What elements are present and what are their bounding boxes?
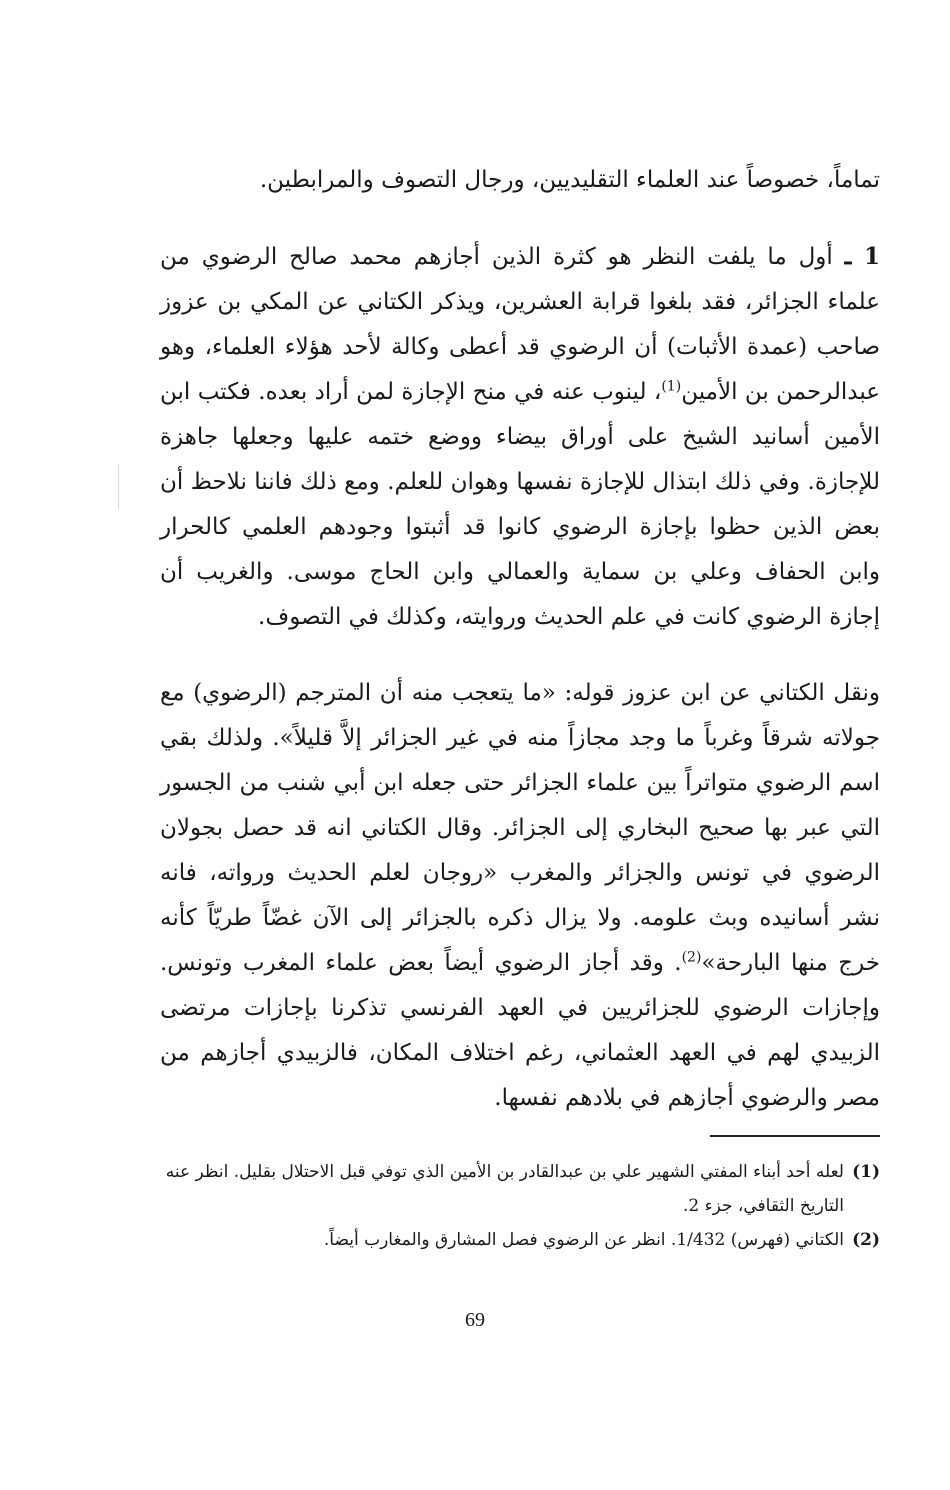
page-number: 69 bbox=[465, 1309, 485, 1331]
footnote-text: لعله أحد أبناء المفتي الشهير علي بن عبدالقادر بن الأمين الذي توفي قبل الاحتلال بقليل. انظر عنه التاريخ الثقافي، جزء 2. bbox=[165, 1162, 844, 1216]
paragraph-text: ، لينوب عنه في منح الإجازة لمن أراد بعده. فكتب ابن الأمين أسانيد الشيخ على أوراق بيضاء ووضع ختمه عليها وجعلها جاهزة للإجازة. وفي ذلك ابتذال للإجازة نفسها وهوان للعلم. ومع ذلك فاننا نلاحظ أن بعض الذين حظوا بإجازة الرضوي كانوا قد أثبتوا وجودهم العلمي كالحرار وابن الحفاف وعلي بن سماية والعمالي وابن الحاج موسى. والغريب أن إجازة الرضوي كانت في علم الحديث وروايته، وكذلك في التصوف. bbox=[160, 379, 880, 630]
page-body bbox=[160, 158, 880, 1257]
paragraph-text: تماماً، خصوصاً عند العلماء التقليديين، ورجال التصوف والمرابطين. bbox=[259, 167, 880, 193]
footnote-number: (2) bbox=[852, 1230, 880, 1250]
footnote-separator bbox=[710, 1135, 880, 1137]
paragraph-point-1 bbox=[160, 234, 880, 640]
footnote-text: الكتاني (فهرس) 1/432. انظر عن الرضوي فصل المشارق والمغارب أيضاً. bbox=[323, 1230, 844, 1250]
paragraph-kattani-quote bbox=[160, 671, 880, 1121]
paragraph-text: أول ما يلفت النظر هو كثرة الذين أجازهم محمد صالح الرضوي من علماء الجزائر، فقد بلغوا قرابة العشرين، ويذكر الكتاني عن المكي بن عزوز صاحب (عمدة الأثبات) أن الرضوي قد أعطى وكالة لأحد هؤلاء العلماء، وهو عبدالرحمن بن الأمين bbox=[160, 244, 881, 405]
footnote-2 bbox=[160, 1223, 880, 1257]
footnote-ref-2[interactable]: (2) bbox=[681, 949, 702, 966]
footnote-number: (1) bbox=[852, 1162, 880, 1182]
footnote-1 bbox=[160, 1155, 880, 1223]
paragraph-text: ونقل الكتاني عن ابن عزوز قوله: «ما يتعجب منه أن المترجم (الرضوي) مع جولاته شرقاً وغرباً ما وجد مجازاً منه في غير الجزائر إلاَّ قليلاً». ولذلك بقي اسم الرضوي متواتراً بين علماء الجزائر حتى جعله ابن أبي شنب من الجسور التي عبر بها صحيح البخاري إلى الجزائر. وقال الكتاني انه قد حصل بجولان الرضوي في تونس والجزائر والمغرب «روجان لعلم الحديث ورواته، فانه نشر أسانيده وبث علومه. ولا يزال ذكره بالجزائر إلى الآن غضّاً طريّاً كأنه خرج منها البارحة» bbox=[160, 680, 880, 976]
margin-mark bbox=[118, 465, 119, 509]
footnote-ref-1[interactable]: (1) bbox=[661, 378, 682, 395]
paragraph-continuation bbox=[160, 158, 880, 203]
paragraph-text: . وقد أجاز الرضوي أيضاً بعض علماء المغرب وتونس. وإجازات الرضوي للجزائريين في العهد الفرنسي تذكرنا بإجازات مرتضى الزبيدي لهم في العهد العثماني، رغم اختلاف المكان، فالزبيدي أجازهم من مصر والرضوي أجازهم في بلادهم نفسها. bbox=[160, 950, 880, 1111]
point-number: 1 ـ bbox=[844, 243, 881, 270]
footnotes bbox=[160, 1155, 880, 1257]
